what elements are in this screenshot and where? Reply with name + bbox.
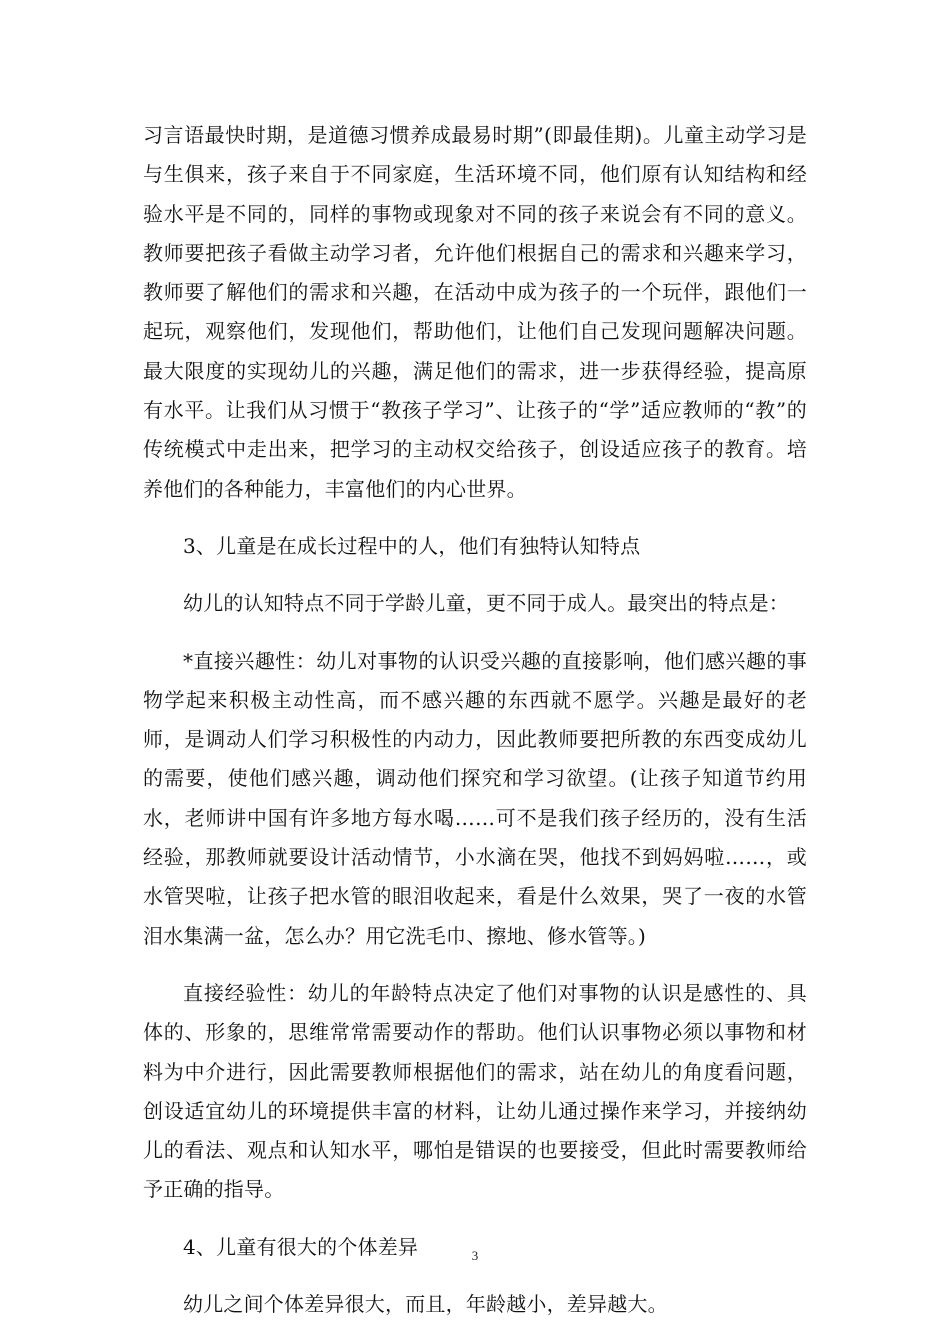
document-body bbox=[143, 116, 807, 1324]
page-number: 3 bbox=[471, 1248, 479, 1263]
paragraph-gap bbox=[143, 566, 807, 584]
paragraph-gap bbox=[143, 956, 807, 974]
section-heading-4: 4、儿童有很大的个体差异 bbox=[183, 1234, 419, 1259]
paragraph-gap bbox=[143, 624, 807, 642]
paragraph-individual-differences: 幼儿之间个体差异很大，而且，年龄越小，差异越大。 bbox=[183, 1292, 668, 1317]
section-heading-3: 3、儿童是在成长过程中的人，他们有独特认知特点 bbox=[183, 533, 641, 558]
paragraph-cognitive-intro: 幼儿的认知特点不同于学龄儿童，更不同于成人。最突出的特点是： bbox=[183, 591, 789, 616]
paragraph-direct-experience: 直接经验性：幼儿的年龄特点决定了他们对事物的认识是感性的、具体的、形象的，思维常常需要动作的帮助。他们认识事物必须以事物和材料为中介进行，因此需要教师根据他们的需求，站在幼儿的角度看问题，创设适宜幼儿的环境提供丰富的材料，让幼儿通过操作来学习，并接纳幼儿的看法、观点和认知水平，哪怕是错误的也要接受，但此时需要教师给予正确的指导。 bbox=[143, 980, 807, 1202]
paragraph-continuation: 习言语最快时期，是道德习惯养成最易时期”(即最佳期)。儿童主动学习是与生俱来，孩子来自于不同家庭，生活环境不同，他们原有认知结构和经验水平是不同的，同样的事物或现象对不同的孩子来说会有不同的意义。教师要把孩子看做主动学习者，允许他们根据自己的需求和兴趣来学习，教师要了解他们的需求和兴趣，在活动中成为孩子的一个玩伴，跟他们一起玩，观察他们，发现他们，帮助他们，让他们自己发现问题解决问题。最大限度的实现幼儿的兴趣，满足他们的需求，进一步获得经验，提高原有水平。让我们从习惯于“教孩子学习”、让孩子的“学”适应教师的“教”的传统模式中走出来，把学习的主动权交给孩子，创设适应孩子的教育。培养他们的各种能力，丰富他们的内心世界。 bbox=[143, 123, 807, 501]
paragraph-direct-interest: *直接兴趣性：幼儿对事物的认识受兴趣的直接影响，他们感兴趣的事物学起来积极主动性高，而不感兴趣的东西就不愿学。兴趣是最好的老师，是调动人们学习积极性的内动力，因此教师要把所教的东西变成幼儿的需要，使他们感兴趣，调动他们探究和学习欲望。(让孩子知道节约用水，老师讲中国有许多地方每水喝……可不是我们孩子经历的，没有生活经验，那教师就要设计活动情节，小水滴在哭，他找不到妈妈啦……，或水管哭啦，让孩子把水管的眼泪收起来，看是什么效果，哭了一夜的水管泪水集满一盆，怎么办？用它洗毛巾、擦地、修水管等。) bbox=[143, 648, 807, 948]
paragraph-gap bbox=[143, 1267, 807, 1285]
paragraph-gap bbox=[143, 1210, 807, 1228]
paragraph-gap bbox=[143, 509, 807, 527]
